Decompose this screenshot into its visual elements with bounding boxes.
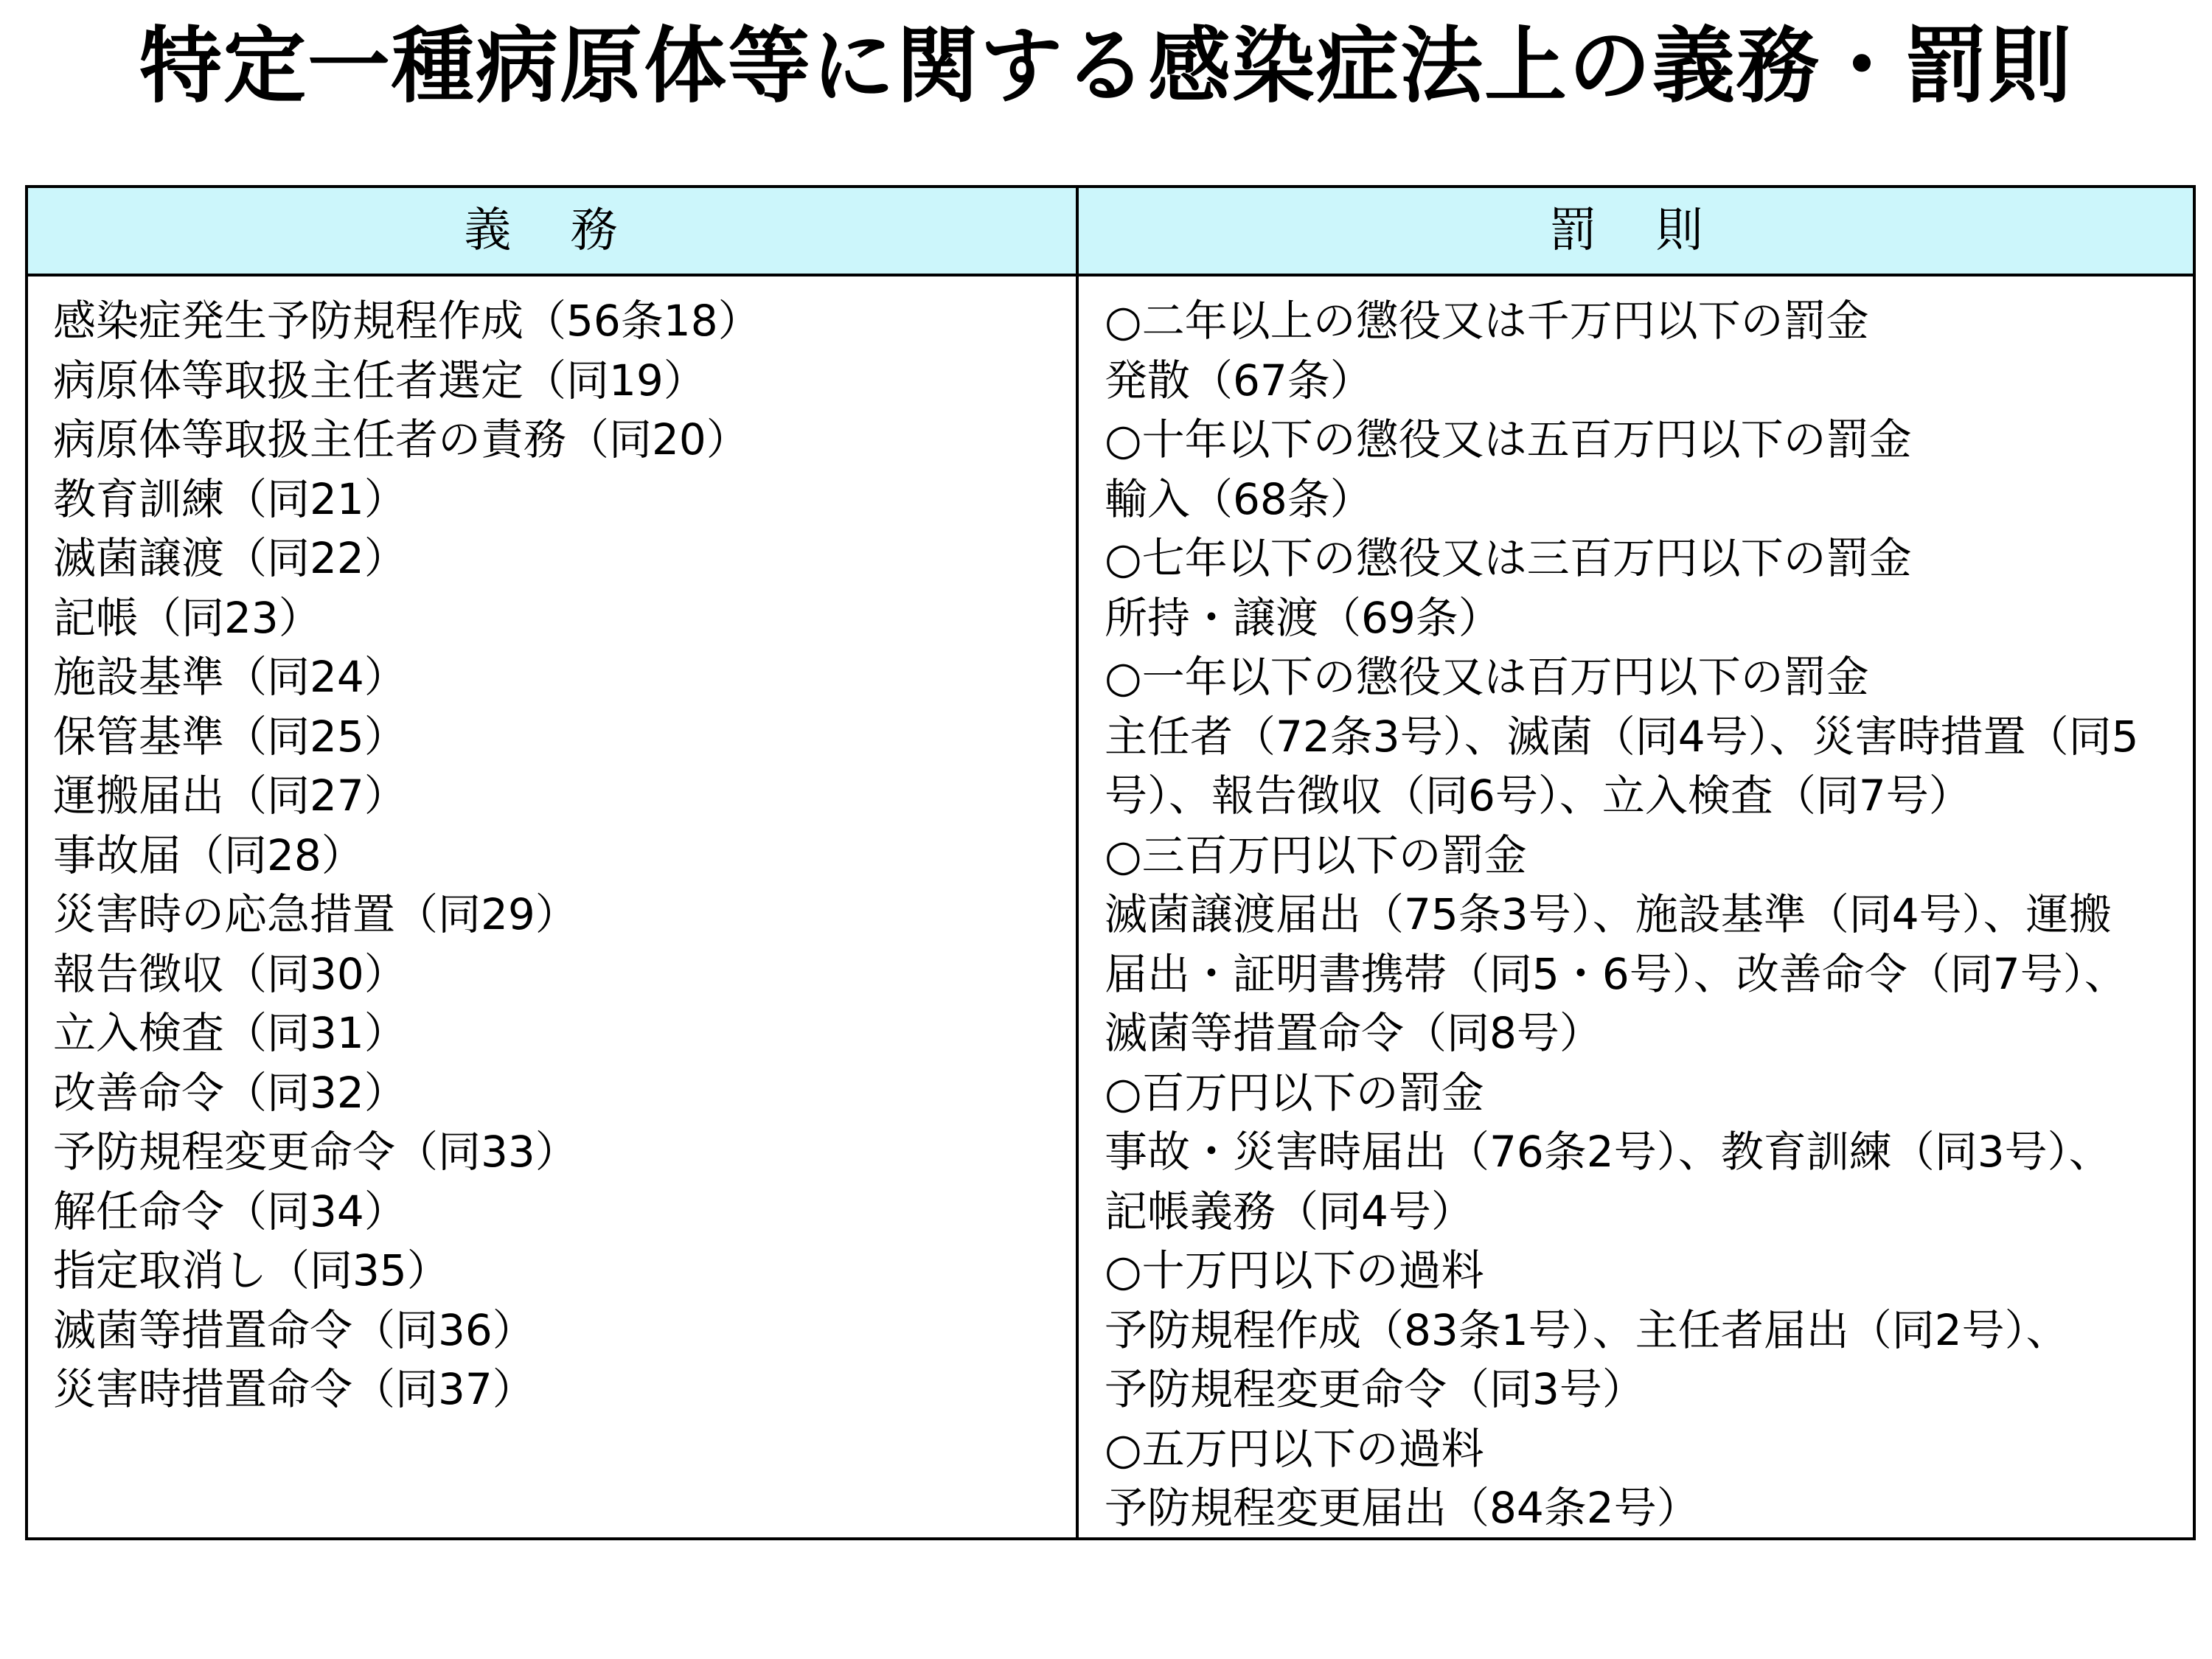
duties-list xyxy=(53,291,1063,1419)
penalties-column-header: 罰 則 xyxy=(1549,204,1725,258)
duty-item: 感染症発生予防規程作成（56条18） xyxy=(53,296,761,346)
penalties-list xyxy=(1105,291,2188,1538)
penalty-line: 発散（67条） xyxy=(1105,355,1373,406)
duty-item: 災害時の応急措置（同29） xyxy=(53,889,578,939)
duty-item: 改善命令（同32） xyxy=(53,1067,407,1118)
duty-item: 災害時措置命令（同37） xyxy=(53,1364,535,1414)
duty-item: 立入検査（同31） xyxy=(53,1008,407,1058)
duties-column-header: 義 務 xyxy=(464,204,640,258)
duty-item: 滅菌等措置命令（同36） xyxy=(53,1304,535,1355)
penalty-line: 予防規程作成（83条1号）、主任者届出（同2号）、 xyxy=(1105,1304,2069,1355)
duty-item: 滅菌譲渡（同22） xyxy=(53,533,407,583)
table-header-row xyxy=(28,188,2193,276)
penalty-line: 号）、報告徴収（同6号）、立入検査（同7号） xyxy=(1105,771,1972,821)
penalty-line: ○十年以下の懲役又は五百万円以下の罰金 xyxy=(1105,414,1912,465)
penalty-line: 主任者（72条3号）、滅菌（同4号）、災害時措置（同5 xyxy=(1105,711,2139,762)
penalty-line: ○十万円以下の過料 xyxy=(1105,1245,1484,1295)
duties-penalties-table xyxy=(25,185,2196,1540)
penalty-line: ○五万円以下の過料 xyxy=(1105,1423,1484,1474)
duty-item: 教育訓練（同21） xyxy=(53,473,407,524)
penalty-line: 予防規程変更命令（同3号） xyxy=(1105,1364,1645,1414)
duty-item: 指定取消し（同35） xyxy=(53,1245,450,1295)
penalty-line: 事故・災害時届出（76条2号）、教育訓練（同3号）、 xyxy=(1105,1127,2112,1177)
penalty-line: ○三百万円以下の罰金 xyxy=(1105,830,1527,880)
penalty-line: 予防規程変更届出（84条2号） xyxy=(1105,1483,1700,1533)
penalty-line: 所持・譲渡（69条） xyxy=(1105,592,1501,643)
page-title: 特定一種病原体等に関する感染症法上の義務・罰則 xyxy=(139,18,2073,114)
column-divider xyxy=(1076,188,1079,1537)
penalty-line: ○百万円以下の罰金 xyxy=(1105,1067,1484,1118)
duty-item: 病原体等取扱主任者選定（同19） xyxy=(53,355,706,406)
duty-item: 運搬届出（同27） xyxy=(53,771,407,821)
duty-item: 事故届（同28） xyxy=(53,830,364,880)
penalty-line: 輸入（68条） xyxy=(1105,473,1373,524)
penalty-line: ○七年以下の懲役又は三百万円以下の罰金 xyxy=(1105,533,1912,583)
duty-item: 報告徴収（同30） xyxy=(53,948,407,999)
penalty-line: 記帳義務（同4号） xyxy=(1105,1186,1474,1237)
penalty-line: 届出・証明書携帯（同5・6号）、改善命令（同7号）、 xyxy=(1105,948,2127,999)
penalty-line: ○一年以下の懲役又は百万円以下の罰金 xyxy=(1105,652,1869,702)
penalty-line: 滅菌譲渡届出（75条3号）、施設基準（同4号）、運搬 xyxy=(1105,889,2112,939)
duty-item: 解任命令（同34） xyxy=(53,1186,407,1237)
duty-item: 病原体等取扱主任者の責務（同20） xyxy=(53,414,749,465)
duty-item: 記帳（同23） xyxy=(53,592,321,643)
duty-item: 予防規程変更命令（同33） xyxy=(53,1127,578,1177)
penalty-line: ○二年以上の懲役又は千万円以下の罰金 xyxy=(1105,296,1869,346)
penalty-line: 滅菌等措置命令（同8号） xyxy=(1105,1008,1602,1058)
duty-item: 保管基準（同25） xyxy=(53,711,407,762)
duty-item: 施設基準（同24） xyxy=(53,652,407,702)
